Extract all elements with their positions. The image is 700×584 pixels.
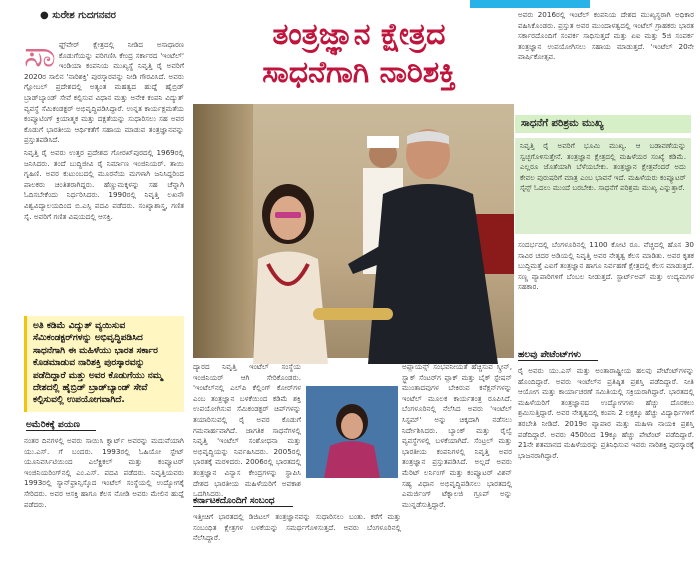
headline-line-2: ಸಾಧನೆಗಾಗಿ ನಾರಿಶಕ್ತಿ bbox=[262, 55, 456, 90]
article-column-5-mid: ಸಂದರ್ಭದಲ್ಲಿ ಬೆಂಗಳೂರಿನಲ್ಲಿ 1100 ಕೋಟಿ ರೂ. ವೆಚ್ಚದಲ್ಲಿ ಹೊಸ 30 ಸಾವಿರ ಚದರ ಅಡಿಯಲ್ಲಿ ನಿವೃತ್ತಿ ಅವರ ನೇತೃತ್ವ ಕೆಲಸ ಮಾಡಿತು. ಅವರ ಕೃತಕ ಬುದ್ಧಿಮತ್ತೆ ಎಐಗೆ ತಂತ್ರಜ್ಞಾನ ಹಾಗೂ ನಿರ್ವಹಣೆ ಕ್ಷೇತ್ರದಲ್ಲಿ ಕೆಲಸ ಮಾಡುತ್ತದೆ. ಸಣ್ಣ ವ್ಯಾಪಾರಿಗಳಿಗೆ ಬೆಂಬಲ ನೀಡುತ್ತದೆ. ಸ್ಟಾರ್ಟ್‌ಅಪ್ ಮತ್ತು ಉದ್ಯಮಗಳ ಸಹಕಾರ. bbox=[518, 240, 694, 292]
article-column-1 bbox=[24, 34, 184, 312]
section-heading-karnataka: ಕರ್ನಾಟಕದೊಂದಿಗೆ ಸಂಬಂಧ bbox=[193, 496, 293, 507]
woman-figure bbox=[233, 174, 343, 364]
sidebar-heading: ಸಾಧನೆಗೆ ಪರಿಶ್ರಮ ಮುಖ್ಯ bbox=[515, 115, 691, 133]
article-column-5-top: ಅವರು 2016ರಲ್ಲಿ ಇಂಟೆಲ್ ಕಂಪನಿಯ ದೇಶದ ಮುಖ್ಯಸ್ಥರಾಗಿ ಅಧಿಕಾರ ವಹಿಸಿಕೊಂಡರು. ಪ್ರಸ್ತುತ ಅವರ ಮುಂದಾಳತ್ವದಲ್ಲಿ ಇಂಟೆಲ್ ಗ್ರಾಹಕರು ಭಾರತ ಸರ್ಕಾರದೊಂದಿಗೆ ಸಂಪರ್ಕ ಸಾಧಿಸುತ್ತದೆ ಮತ್ತು ಏಐ ಮತ್ತು 5ಜಿ ಸಂಪರ್ಕ ತಂತ್ರಜ್ಞಾನ ಉಪಯೋಗಿಸಲು ಸಹಾಯ ಮಾಡುತ್ತದೆ. 'ಇಂಟೆಲ್ 20ನೇ ವಾರ್ಷಿಕೋತ್ಸವ. bbox=[518, 10, 694, 62]
paragraph: ಫ್ಟ್‌ವೇರ್ ಕ್ಷೇತ್ರದಲ್ಲಿ ನೀಡಿದ ಅಸಾಧಾರಣ ಕೊಡುಗೆಯನ್ನು ಪರಿಗಣಿಸಿ ಕೇಂದ್ರ ಸರ್ಕಾರದ 'ಇಂಟೆಲ್' ಇಂಡಿಯಾ ಕಂಪನಿಯ ಮುಖ್ಯಸ್ಥೆ ನಿವೃತ್ತಿ ರೈ ಅವರಿಗೆ 2020ರ ಸಾಲಿನ 'ನಾರಿಶಕ್ತಿ' ಪುರಸ್ಕಾರವನ್ನು ನೀಡಿ ಗೌರವಿಸಿದೆ. ಅವರು ಗ್ಲೋಬಲ್ ಪ್ರದೇಶದಲ್ಲಿ ಅತ್ಯಂತ ಮಹತ್ವದ ಹುದ್ದೆ ಹೈಬ್ರಿಡ್ ಬ್ರಾಡ್‌ಬ್ಯಾಂಡ್ ಸೇವೆ ಕಲ್ಪಿಸುವ ವಿಧಾನ ಮತ್ತು ಅನೇಕ ಕಂಪನಿ ವಿದ್ಯುತ್ ವ್ಯವಸ್ಥೆ ಸೆಮಿಕಂಡಕ್ಟರ್ ಅಭಿವೃದ್ಧಿಪಡಿಸಿದ್ದಾರೆ. ಉನ್ನತ ಕಾರ್ಯಕ್ಷಮತೆಯ ಕಂಪ್ಯೂಟಿಂಗ್ ಕ್ರಿಯಾತ್ಮಕ ಮತ್ತು ದಕ್ಷತೆಯನ್ನು ಸುಧಾರಿಸಲು ಸಹ ಅವರ ಕೊಡುಗೆ ಭಾರತೀಯ ಆರ್ಥಿಕತೆಗೆ ಸಹಾಯ ಮಾಡುವ ತಂತ್ರಜ್ಞಾನವನ್ನು ಪ್ರಸ್ತುತಪಡಿಸಿದೆ. bbox=[24, 40, 184, 145]
headline-line-1: ತಂತ್ರಜ್ಞಾನ ಕ್ಷೇತ್ರದ bbox=[272, 17, 446, 52]
headline bbox=[200, 16, 518, 92]
certificate-scroll bbox=[313, 304, 393, 324]
article-column-4: ಅಪ್ಲಾಯನ್ಸ್ ಸಂಭವನೀಯತೆ ಹೆಚ್ಚಿಸುವ ಸ್ಕ್ರೀನ್, ಸ್ಟ್ಲಾಕ್ ಸೆಂಟರ್‌ಗ ಪ್ಲಾಕ್ ಮತ್ತು ಬೈಕ್ ಸ್ಟೇಷನ್ ಮುಂತಾದವುಗಳ ಬೇಕಿರುವ ಕನೆಕ್ಷನ್‌ಗಳನ್ನು ಇಂಟೆಲ್ ಮೂಲಕ ಕಾರ್ಯತಂತ್ರ ರೂಪಿಸಿದೆ. ಬೆಂಗಳೂರಿನಲ್ಲಿ ನೆಲೆಸಿದ ಅವರು 'ಇಂಟೆಲ್ ಸಿಸ್ಟಮ್' ಅನ್ನು ಚಿಕ್ಕದಾಗಿ ನಡೆಸಲು ನಿರ್ದೇಶಿಸಿದರು. ಬ್ಯಾಂಕ್ ಮತ್ತು ರೈಲ್ವೆ ವ್ಯವಸ್ಥೆಗಳಲ್ಲಿ ಬಳಕೆಯಾಗಿದೆ. ಸೆಂಟ್ರಲ್ ಮತ್ತು ಭಾರತೀಯ ಕಂಪನಿಗಳಲ್ಲಿ ನಿವೃತ್ತಿ ಅವರ ತಂತ್ರಜ್ಞಾನ ಪ್ರಸ್ತುತಪಡಿಸಿದೆ. ಅಲ್ಲದೆ ಅವರು ಮೆರಿಟ್ ಲರ್ನಿಂಗ್ ಮತ್ತು ಕಂಪ್ಯೂಟರ್ ವಿಶನ್ ಸಹ್ಯ ವಿಧಾನ ಅಭಿವೃದ್ಧಿಪಡಿಸಲು ಭಾರತದಲ್ಲಿ ಎಮರ್ಜಿಂಗ್ ಟೆಕ್ನಾಲಜಿ ಗ್ರೂಪ್ ಅನ್ನು ಮುನ್ನಡೆಸುತ್ತಿದ್ದಾರೆ. bbox=[402, 362, 512, 509]
section-heading-america: ಅಮೆರಿಕಕ್ಕೆ ಪಯಣ bbox=[26, 420, 96, 431]
paragraph: ನಿವೃತ್ತಿ ರೈ ಅವರು ಉತ್ತರ ಪ್ರದೇಶದ ಗೋರಖ್‌ಪುರದಲ್ಲಿ 1969ರಲ್ಲಿ ಜನಿಸಿದರು. ತಂದೆ ಬುದ್ಧಿಜೀವಿ ರೈ ನಿರ್ಮಾಣ ಇಂಜಿನಿಯರ್. ತಾಯಿ ಗೃಹಿಣಿ. ಅವರ ಕುಟುಂಬದಲ್ಲಿ ಮೂರನೆಯ ಮಗಳಾಗಿ ಜನಿಸಿದ್ದರಿಂದ ಪಾಲಕರು ಚಿಂತಿತರಾಗಿದ್ದರು. ಹೆಣ್ಣುಮಕ್ಕಳನ್ನು ಸಹ ಚೆನ್ನಾಗಿ ಓದಿಸಬೇಕೆಂದು ನಿರ್ಧರಿಸಿದರು. 1990ರಲ್ಲಿ ನಿವೃತ್ತಿ ಲಖನೌ ವಿಶ್ವವಿದ್ಯಾಲಯದಿಂದ ಬಿ.ಎಸ್ಸಿ ಪದವಿ ಪಡೆದರು. ಸಂಖ್ಯಾಶಾಸ್ತ್ರ, ಗಣಿತ ಸೈ. ಅವರಿಗೆ ಗಣಿತ ವಿಷಯದಲ್ಲಿ ಆಸಕ್ತಿ. bbox=[24, 147, 184, 221]
byline: ● ಸುರೇಶ ಗುದಗನವರ bbox=[40, 10, 116, 21]
man-figure bbox=[343, 124, 513, 364]
pull-quote: ಅತಿ ಕಡಿಮೆ ವಿದ್ಯುತ್ ವ್ಯಯಿಸುವ ಸೆಮಿಕಂಡಕ್ಟರ್‌ಗಳನ್ನು ಅಭಿವೃದ್ಧಿಪಡಿಸಿದ ಸಾಧನೆಗಾಗಿ ಈ ಮಹಿಳೆಯು ಭಾರತ ಸರ್ಕಾರ ಕೊಡಮಾಡುವ ನಾರಿಶಕ್ತಿ ಪುರಸ್ಕಾರವನ್ನು ಪಡೆದಿದ್ದಾರೆ ಮತ್ತು ಅವರ ಕೊಡುಗೆಯು ನಮ್ಮ ದೇಶದಲ್ಲಿ ಹೈಬ್ರಿಡ್ ಬ್ರಾಡ್‌ಬ್ಯಾಂಡ್ ಸೇವೆ ಕಲ್ಪಿಸುವಲ್ಲಿ ಉಪಯೋಗವಾಗಿದೆ. bbox=[24, 316, 184, 412]
top-strip bbox=[0, 0, 700, 8]
article-column-3: ದ್ಯಾರದ ನಿವೃತ್ತಿ ಇಂಟೆಲ್ ಸಂಸ್ಥೆಯ ಇಂಜಿನಿಯರ್ ಆಗಿ ಸೇರಿಕೊಂಡರು. 'ಇಂಟೆಲ್‌ನಲ್ಲಿ ಎಲ್‌ಪಿ ಕೆಲ್ಲಿಂಗ್ ಕೋರ್‌ಗಳ ಎಂಬ ತಂತ್ರಜ್ಞಾನ ಬಳಕೆಯಿಂದ ಕಡಿಮೆ ಶಕ್ತಿ ಉಪಯೋಗಿಸುವ ಸೆಮಿಕಂಡಕ್ಟರ್ ಚಿಪ್‌ಗಳನ್ನು ತಯಾರಿಸುವಲ್ಲಿ ರೈ ಅವರ ಕೊಡುಗೆ ಗಮನಾರ್ಹವಾಗಿದೆ. ಜಾಗತಿಕ ಸಾಧನೆಗಳಲ್ಲಿ ನಿವೃತ್ತಿ 'ಇಂಟೆಲ್ ಸಂಶೋಧನಾ ಮತ್ತು ಅಭಿವೃದ್ಧಿಯನ್ನು ನಿರ್ವಹಿಸಿದರು. 2005ರಲ್ಲಿ ಭಾರತಕ್ಕೆ ಮರಳಿದರು. 2006ರಲ್ಲಿ ಭಾರತದಲ್ಲಿ ತಂತ್ರಜ್ಞಾನ ವಿನ್ಯಾಸ ಕೇಂದ್ರಗಳನ್ನು ಸ್ಥಾಪಿಸಿ ದೇಶದ ಭಾರತೀಯ ಮಹಿಳೆಯರಿಗೆ ಅವಕಾಶ ಒದಗಿಸಿದರು. bbox=[193, 362, 301, 499]
sidebar-box: ನಿವೃತ್ತಿ ರೈ ಅವರಿಗೆ ಭೂಮಿ ಮುಖ್ಯ. ಆ ಬಡಾವಣೆಯನ್ನು ಸ್ವಚ್ಛಗೊಳಿಸುತ್ತೇನೆ. ತಂತ್ರಜ್ಞಾನ ಕ್ಷೇತ್ರದಲ್ಲಿ ಮಹಿಳೆಯರ ಸಂಖ್ಯೆ ಕಡಿಮೆ. ಎಲ್ಲರೂ ಜೊತೆಯಾಗಿ ಬೆಳೆಯಬೇಕು. ತಂತ್ರಜ್ಞಾನ ಕ್ಷೇತ್ರವೆಂದರೆ ಅದು ಕೇವಲ ಪುರುಷರಿಗೆ ಮಾತ್ರ ಎಂಬ ಭಾವನೆ ಇದೆ. ಮಹಿಳೆಯರು ಕಂಪ್ಯೂಟರ್ ಸೈನ್ಸ್‌ ಓದಲು ಮುಂದೆ ಬರಬೇಕು. ಸಾಧನೆಗೆ ಪರಿಶ್ರಮ ಮುಖ್ಯ ಎನ್ನುತ್ತಾರೆ. bbox=[515, 138, 691, 234]
article-column-1-bottom: ನಂತರ ದಿನಗಳಲ್ಲಿ ಅವರು ಸಾಯಿಸಿ ಕ್ವಾರ್ಟ್ ಅವರನ್ನು ಮದುವೆಯಾಗಿ ಯು.ಎಸ್. ಗೆ ಬಂದರು. 1993ರಲ್ಲಿ ಓಹಿಯೋ ಸ್ಟೇಟ್ ಯೂನಿವರ್ಸಿಟಿಯಿಂದ ಎಲೆಕ್ಟ್ರಿಕಲ್ ಮತ್ತು ಕಂಪ್ಯೂಟರ್ ಇಂಜಿನಿಯರಿಂಗ್‌ನಲ್ಲಿ ಎಂ.ಎಸ್. ಪದವಿ ಪಡೆದರು. ನಿವೃತ್ತಿಯವರು 1993ರಲ್ಲಿ ಸ್ಯಾನ್‌ಫ್ರಾನ್ಸಿಸ್ಕೊದ ಇಂಟೆಲ್ ಸಂಸ್ಥೆಯಲ್ಲಿ ಉದ್ಯೋಗಕ್ಕೆ ಸೇರಿದರು. ಅವರ ಆಸಕ್ತಿ ಹಾಗೂ ಕೆಲಸ ನೋಡಿ ಅವರು ಮೇಲಿನ ಹುದ್ದೆ ಪಡೆದರು. bbox=[24, 436, 184, 509]
article-column-3-bottom: ಇತ್ತೀಚಿಗೆ ಭಾರತದಲ್ಲಿ ಡಿಜಿಟಲ್ ತಂತ್ರಜ್ಞಾನವನ್ನು ಸುಧಾರಿಸಲು ಬಂತು. ಕರೆಗೆ ಮತ್ತು ಸಂಬಂಧಿತ ಕ್ಷೇತ್ರಗಳ ಬಳಕೆಯನ್ನು ಸಮರ್ಥಗೊಳಿಸುತ್ತದೆ. ಅವರು ಬೆಂಗಳೂರಿನಲ್ಲಿ ನೆಲೆಸಿದ್ದಾರೆ. bbox=[193, 512, 401, 543]
inset-portrait-image bbox=[306, 386, 398, 478]
masthead-accent-bar bbox=[470, 0, 590, 8]
article-column-5-bottom: ರೈ ಅವರು ಯು.ಎಸ್ ಮತ್ತು ಅಂತಾರಾಷ್ಟ್ರೀಯ ಹಲವು ಪೇಟೆಂಟ್‌ಗಳನ್ನು ಹೊಂದಿದ್ದಾರೆ. ಅವರು ಇಂಟೆಲ್‌ನ ಪ್ರತಿಷ್ಠಿತ ಪ್ರಶಸ್ತಿ ಪಡೆದಿದ್ದಾರೆ. ನೀತಿ ಆಯೋಗ ಮತ್ತು ಕಾರ್ಯಾಚರಣೆ ಸಮಿತಿಯಲ್ಲಿ ಸಕ್ರಿಯರಾಗಿದ್ದಾರೆ. ಭಾರತದಲ್ಲಿ ಮಹಿಳೆಯರಿಗೆ ತಂತ್ರಜ್ಞಾನದ ಉದ್ಯೋಗಗಳು ಹೆಚ್ಚು ದೊರಕಲು ಶ್ರಮಿಸುತ್ತಿದ್ದಾರೆ. ಅವರ ನೇತೃತ್ವದಲ್ಲಿ ಕಂಪನಿ 2 ಲಕ್ಷಕ್ಕೂ ಹೆಚ್ಚು ವಿದ್ಯಾರ್ಥಿಗಳಿಗೆ ತರಬೇತಿ ನೀಡಿದೆ. 2019ರ ವ್ಯಾಪಾರ ಮತ್ತು ಮಹಿಳಾ ನಾಯಕಿ ಪ್ರಶಸ್ತಿ ಪಡೆದಿದ್ದಾರೆ. ಅವರು 450ರಿಂದ 19ಕ್ಕೂ ಹೆಚ್ಚು ಪೇಟೆಂಟ್ ಪಡೆದಿದ್ದಾರೆ. 21ನೇ ಶತಮಾನದ ಮಹಿಳೆಯರನ್ನು ಪ್ರತಿನಿಧಿಸುವ ಇವರು ನಾರಿಶಕ್ತಿ ಪುರಸ್ಕಾರಕ್ಕೆ ಭಾಜನರಾಗಿದ್ದಾರೆ. bbox=[518, 366, 694, 460]
award-photo bbox=[193, 104, 514, 358]
inset-portrait bbox=[304, 384, 396, 476]
dropcap: ಸಾ bbox=[24, 34, 56, 75]
section-heading-patents: ಹಲವು ಪೇಟೆಂಟ್‌ಗಳು bbox=[518, 350, 598, 361]
